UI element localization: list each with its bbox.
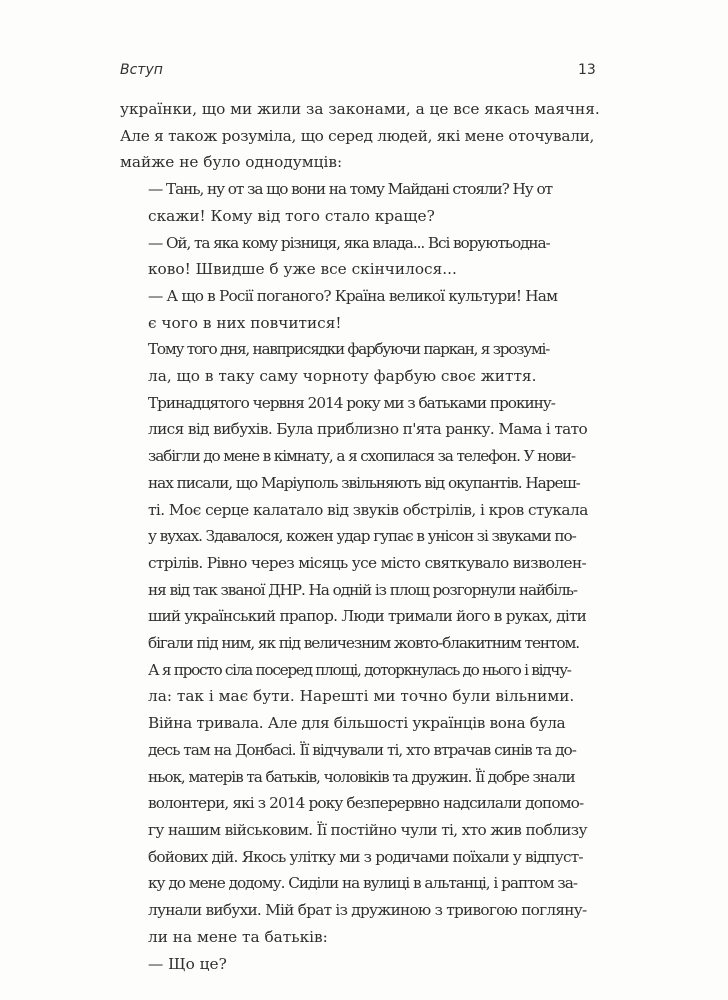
text-line: майже не було однодумців: bbox=[120, 153, 343, 172]
text-line: Тому того дня, навприсядки фарбуючи паркан, я зрозумі- bbox=[148, 340, 550, 359]
text-line: ково! Швидше б уже все скінчилося... bbox=[148, 260, 457, 279]
text-line: лунали вибухи. Мій брат із дружиною з тривогою погляну- bbox=[148, 901, 587, 920]
paragraph bbox=[120, 176, 600, 229]
paragraph bbox=[120, 283, 600, 336]
paragraph bbox=[120, 951, 600, 978]
text-line: ньок, матерів та батьків, чоловіків та дружин. Її добре знали bbox=[148, 767, 575, 786]
text-line: гу нашим військовим. Її постійно чули ті, хто жив поблизу bbox=[148, 820, 587, 839]
text-line: лися від вибухів. Була приблизно п'ята ранку. Мама і тато bbox=[148, 420, 588, 439]
text-line: нах писали, що Маріуполь звільняють від окупантів. Нареш- bbox=[148, 473, 580, 492]
text-line: стрілів. Рівно через місяць усе місто святкувало визволен- bbox=[148, 553, 587, 572]
text-line: ли на мене та батьків: bbox=[148, 927, 328, 946]
text-line: — Ой, та яка кому різниця, яка влада... Всі воруютьодна- bbox=[148, 233, 550, 252]
text-line: Тринадцятого червня 2014 року ми з батьками прокину- bbox=[148, 393, 555, 412]
text-line: українки, що ми жили за законами, а це все якась маячня. bbox=[120, 100, 600, 118]
text-line: ку до мене додому. Сиділи на вулиці в альтанці, і раптом за- bbox=[148, 874, 577, 893]
page-number: 13 bbox=[578, 62, 596, 78]
paragraph bbox=[120, 390, 600, 710]
paragraph bbox=[120, 96, 600, 176]
text-line: А я просто сіла посеред площі, доторкнулась до нього і відчу- bbox=[148, 660, 571, 679]
text-line: бігали під ним, як під величезним жовто-блакитним тентом. bbox=[148, 634, 580, 653]
text-line: — Що це? bbox=[148, 954, 227, 973]
text-line: — А що в Росії поганого? Країна великої культури! Нам bbox=[148, 286, 558, 305]
text-line: скажи! Кому від того стало краще? bbox=[148, 206, 435, 225]
text-line: забігли до мене в кімнату, а я схопилася за телефон. У нови- bbox=[148, 447, 575, 466]
text-line: ший український прапор. Люди тримали його в руках, діти bbox=[148, 607, 587, 626]
text-line: Війна тривала. Але для більшості українців вона була bbox=[148, 714, 566, 733]
running-header-title: Вступ bbox=[120, 62, 163, 78]
text-line: ла, що в таку саму чорноту фарбую своє життя. bbox=[148, 367, 537, 386]
text-line: у вухах. Здавалося, кожен удар гупає в унісон зі звуками по- bbox=[148, 527, 576, 546]
paragraph bbox=[120, 230, 600, 283]
text-line: є чого в них повчитися! bbox=[148, 313, 342, 332]
text-line: Але я також розуміла, що серед людей, які мене оточували, bbox=[120, 126, 595, 145]
paragraph bbox=[120, 710, 600, 950]
text-line: — Тань, ну от за що вони на тому Майдані стояли? Ну от bbox=[148, 180, 552, 199]
text-line: ла: так і має бути. Нарешті ми точно були вільними. bbox=[148, 687, 575, 706]
text-line: волонтери, які з 2014 року безперервно надсилали допомо- bbox=[148, 794, 584, 813]
body-text bbox=[120, 96, 600, 977]
text-line: десь там на Донбасі. Її відчували ті, хто втрачав синів та до- bbox=[148, 740, 576, 759]
paragraph bbox=[120, 336, 600, 389]
text-line: ті. Моє серце калатало від звуків обстрілів, і кров стукала bbox=[148, 500, 588, 519]
text-line: ня від так званої ДНР. На одній із площ розгорнули найбіль- bbox=[148, 580, 578, 599]
text-line: бойових дій. Якось улітку ми з родичами поїхали у відпуст- bbox=[148, 847, 583, 866]
